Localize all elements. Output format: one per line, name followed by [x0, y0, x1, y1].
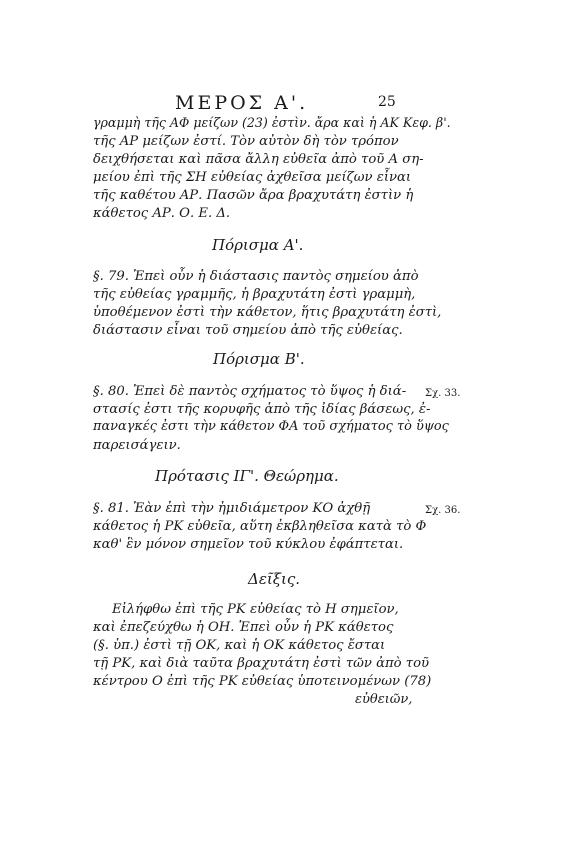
text-line: γραμμὴ τῆς ΑΦ μείζων (23) ἐστὶν. ἄρα καὶ ἡ ΑΚ Κεφ. β'. — [93, 115, 451, 130]
text-line: στασίς ἐστι τῆς κορυφῆς ἀπὸ τῆς ἰδίας βάσεως, ἐ- — [93, 402, 431, 417]
section-heading: Πόρισμα Α'. — [212, 236, 304, 254]
text-line: §. 79. Ἐπεὶ οὖν ἡ διάστασις παντὸς σημείου ἀπὸ — [93, 269, 419, 284]
text-line: κάθετος ΑΡ. Ο. Ε. Δ. — [93, 206, 231, 221]
margin-note: Σχ. 33. — [425, 388, 461, 399]
section-heading: Πόρισμα Β'. — [213, 350, 305, 368]
page-number: 25 — [378, 94, 396, 110]
text-line: παρεισάγειν. — [93, 438, 181, 453]
text-line: §. 80. Ἐπεὶ δὲ παντὸς σχήματος τὸ ὕψος ἡ διά- — [93, 384, 407, 399]
text-line: παναγκές ἐστι τὴν κάθετον ΦΑ τοῦ σχήματος τὸ ὕψος — [93, 419, 449, 434]
text-line: τῇ ΡΚ, καὶ διὰ ταῦτα βραχυτάτη ἐστὶ τῶν ἀπὸ τοῦ — [93, 656, 430, 671]
margin-note: Σχ. 36. — [425, 505, 461, 516]
text-line: (§. ὑπ.) ἐστὶ τῇ ΟΚ, καὶ ἡ ΟΚ κάθετος ἔσται — [93, 638, 386, 653]
text-line: ὑποθέμενον ἐστὶ τὴν κάθετον, ἥτις βραχυτάτη ἐστὶ, — [93, 305, 442, 320]
text-line: κάθετος ἡ ΡΚ εὐθεῖα, αὕτη ἐκβληθεῖσα κατὰ τὸ Φ — [93, 519, 427, 534]
text-line: τῆς καθέτου ΑΡ. Πασῶν ἄρα βραχυτάτη ἐστὶν ἡ — [93, 188, 414, 203]
text-line: τῆς ΑΡ μείζων ἐστί. Τὸν αὐτὸν δὴ τὸν τρόπον — [93, 134, 399, 149]
catchword: εὐθειῶν, — [355, 692, 413, 707]
section-heading: Δεῖξις. — [248, 570, 301, 588]
text-line: δειχθήσεται καὶ πᾶσα ἄλλη εὐθεῖα ἀπὸ τοῦ Α ση- — [93, 152, 424, 167]
section-heading: Πρότασις ΙΓ'. Θεώρημα. — [155, 467, 339, 485]
text-line: μείου ἐπὶ τῆς ΣΗ εὐθείας ἀχθεῖσα μείζων εἶναι — [93, 170, 412, 185]
text-line: καθ' ἓν μόνον σημεῖον τοῦ κύκλου ἐφάπτεται. — [93, 537, 404, 552]
text-line: διάστασιν εἶναι τοῦ σημείου ἀπὸ τῆς εὐθείας. — [93, 323, 403, 338]
text-line: Εἰλήφθω ἐπὶ τῆς ΡΚ εὐθείας τὸ Η σημεῖον, — [112, 602, 399, 617]
text-line: καὶ ἐπεζεύχθω ἡ ΟΗ. Ἐπεὶ οὖν ἡ ΡΚ κάθετος — [93, 620, 394, 635]
running-header: ΜΕΡΟΣ Α'. — [175, 92, 309, 114]
text-line: §. 81. Ἐὰν ἐπὶ τὴν ἡμιδιάμετρον ΚΟ ἀχθῇ — [93, 501, 371, 516]
text-line: τῆς εὐθείας γραμμῆς, ἡ βραχυτάτη ἐστὶ γραμμὴ, — [93, 287, 416, 302]
text-line: κέντρου Ο ἐπὶ τῆς ΡΚ εὐθείας ὑποτεινομένων (78) — [93, 674, 432, 689]
